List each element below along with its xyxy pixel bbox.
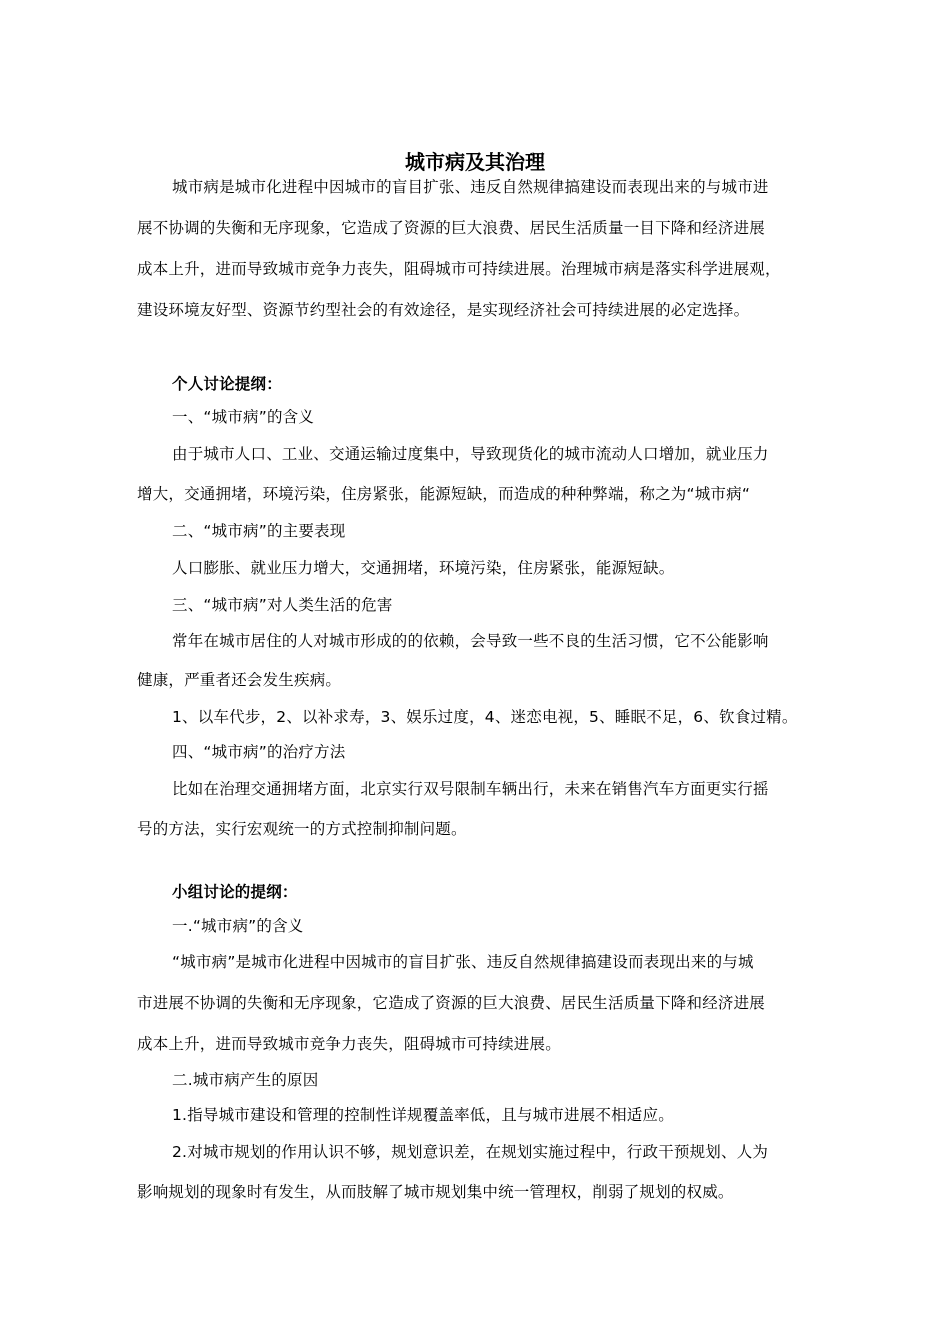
personal-section-3-list: 1、以车代步，2、以补求寿，3、娱乐过度，4、迷恋电视，5、睡眠不足，6、钦食过精。 bbox=[172, 708, 798, 726]
group-section-1-line-2: 市进展不协调的失衡和无序现象，它造成了资源的巨大浪费、居民生活质量下降和经济进展 bbox=[137, 994, 766, 1012]
personal-section-1-heading: 一、“城市病”的含义 bbox=[172, 408, 315, 426]
group-reason-2-line-2: 影响规划的现象时有发生，从而肢解了城市规划集中统一管理权，削弱了规划的权威。 bbox=[137, 1183, 734, 1201]
intro-line-1: 城市病是城市化进程中因城市的盲目扩张、违反自然规律搞建设而表现出来的与城市进 bbox=[172, 178, 769, 196]
personal-section-2-text: 人口膨胀、就业压力增大，交通拥堵，环境污染，住房紧张，能源短缺。 bbox=[172, 559, 675, 577]
personal-section-4-line-2: 号的方法，实行宏观统一的方式控制抑制问题。 bbox=[137, 820, 467, 838]
group-reason-2-line-1: 2.对城市规划的作用认识不够，规划意识差，在规划实施过程中，行政干预规划、人为 bbox=[172, 1143, 769, 1161]
group-section-1-line-1: “城市病”是城市化进程中因城市的盲目扩张、违反自然规律搞建设而表现出来的与城 bbox=[172, 953, 754, 971]
personal-section-2-heading: 二、“城市病”的主要表现 bbox=[172, 522, 346, 540]
group-section-2-heading: 二.城市病产生的原因 bbox=[172, 1071, 319, 1089]
personal-section-4-heading: 四、“城市病”的治疗方法 bbox=[172, 743, 346, 761]
document-title: 城市病及其治理 bbox=[405, 150, 545, 174]
intro-line-2: 展不协调的失衡和无序现象，它造成了资源的巨大浪费、居民生活质量一目下降和经济进展 bbox=[137, 219, 766, 237]
personal-section-3-line-1: 常年在城市居住的人对城市形成的的依赖，会导致一些不良的生活习惯，它不公能影响 bbox=[172, 632, 769, 650]
group-outline-heading: 小组讨论的提纲： bbox=[172, 883, 298, 901]
group-section-1-line-3: 成本上升，进而导致城市竞争力丧失，阻碍城市可持续进展。 bbox=[137, 1035, 561, 1053]
personal-section-1-line-1: 由于城市人口、工业、交通运输过度集中，导致现货化的城市流动人口增加，就业压力 bbox=[172, 445, 769, 463]
personal-section-3-line-2: 健康，严重者还会发生疾病。 bbox=[137, 671, 342, 689]
personal-section-3-heading: 三、“城市病”对人类生活的危害 bbox=[172, 596, 393, 614]
intro-line-4: 建设环境友好型、资源节约型社会的有效途径，是实现经济社会可持续进展的必定选择。 bbox=[137, 301, 750, 319]
personal-outline-heading: 个人讨论提纲： bbox=[172, 375, 282, 393]
personal-section-4-line-1: 比如在治理交通拥堵方面，北京实行双号限制车辆出行，未来在销售汽车方面更实行摇 bbox=[172, 780, 769, 798]
group-reason-1: 1.指导城市建设和管理的控制性详规覆盖率低，且与城市进展不相适应。 bbox=[172, 1106, 674, 1124]
intro-line-3: 成本上升，进而导致城市竞争力丧失，阻碍城市可持续进展。治理城市病是落实科学进展观， bbox=[137, 260, 781, 278]
group-section-1-heading: 一.“城市病”的含义 bbox=[172, 917, 304, 935]
personal-section-1-line-2: 增大，交通拥堵，环境污染，住房紧张，能源短缺，而造成的种种弊端，称之为“城市病“ bbox=[137, 485, 751, 503]
